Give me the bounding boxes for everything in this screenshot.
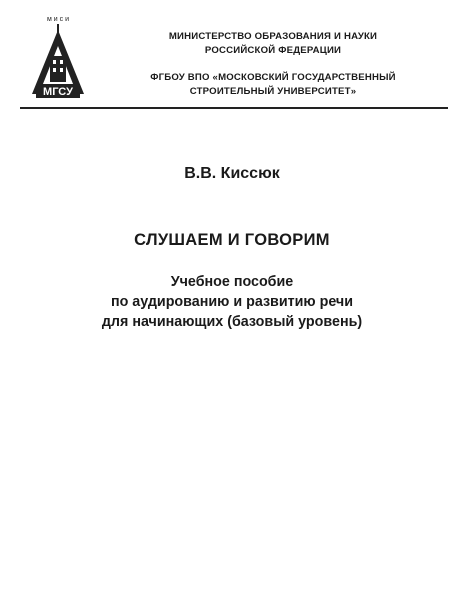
logo-top-letters: м и с и <box>47 16 69 23</box>
university-line-2: СТРОИТЕЛЬНЫЙ УНИВЕРСИТЕТ» <box>189 86 357 97</box>
mgsu-logo <box>26 12 90 100</box>
ministry-header <box>108 30 438 58</box>
book-title: СЛУШАЕМ И ГОВОРИМ <box>134 231 330 249</box>
subtitle-line-3: для начинающих (базовый уровень) <box>101 314 363 330</box>
subtitle-line-1: Учебное пособие <box>170 274 294 290</box>
header-divider <box>20 107 448 109</box>
university-header <box>108 71 438 99</box>
book-subtitle <box>0 272 464 332</box>
logo-emblem-text: МГСУ <box>43 86 73 98</box>
university-line-1: ФГБОУ ВПО «МОСКОВСКИЙ ГОСУДАРСТВЕННЫЙ <box>150 72 396 83</box>
subtitle-line-2: по аудированию и развитию речи <box>110 294 354 310</box>
author-name: В.В. Киссюк <box>184 165 280 182</box>
ministry-line-1: МИНИСТЕРСТВО ОБРАЗОВАНИЯ И НАУКИ <box>168 31 378 42</box>
ministry-line-2: РОССИЙСКОЙ ФЕДЕРАЦИИ <box>204 45 342 56</box>
